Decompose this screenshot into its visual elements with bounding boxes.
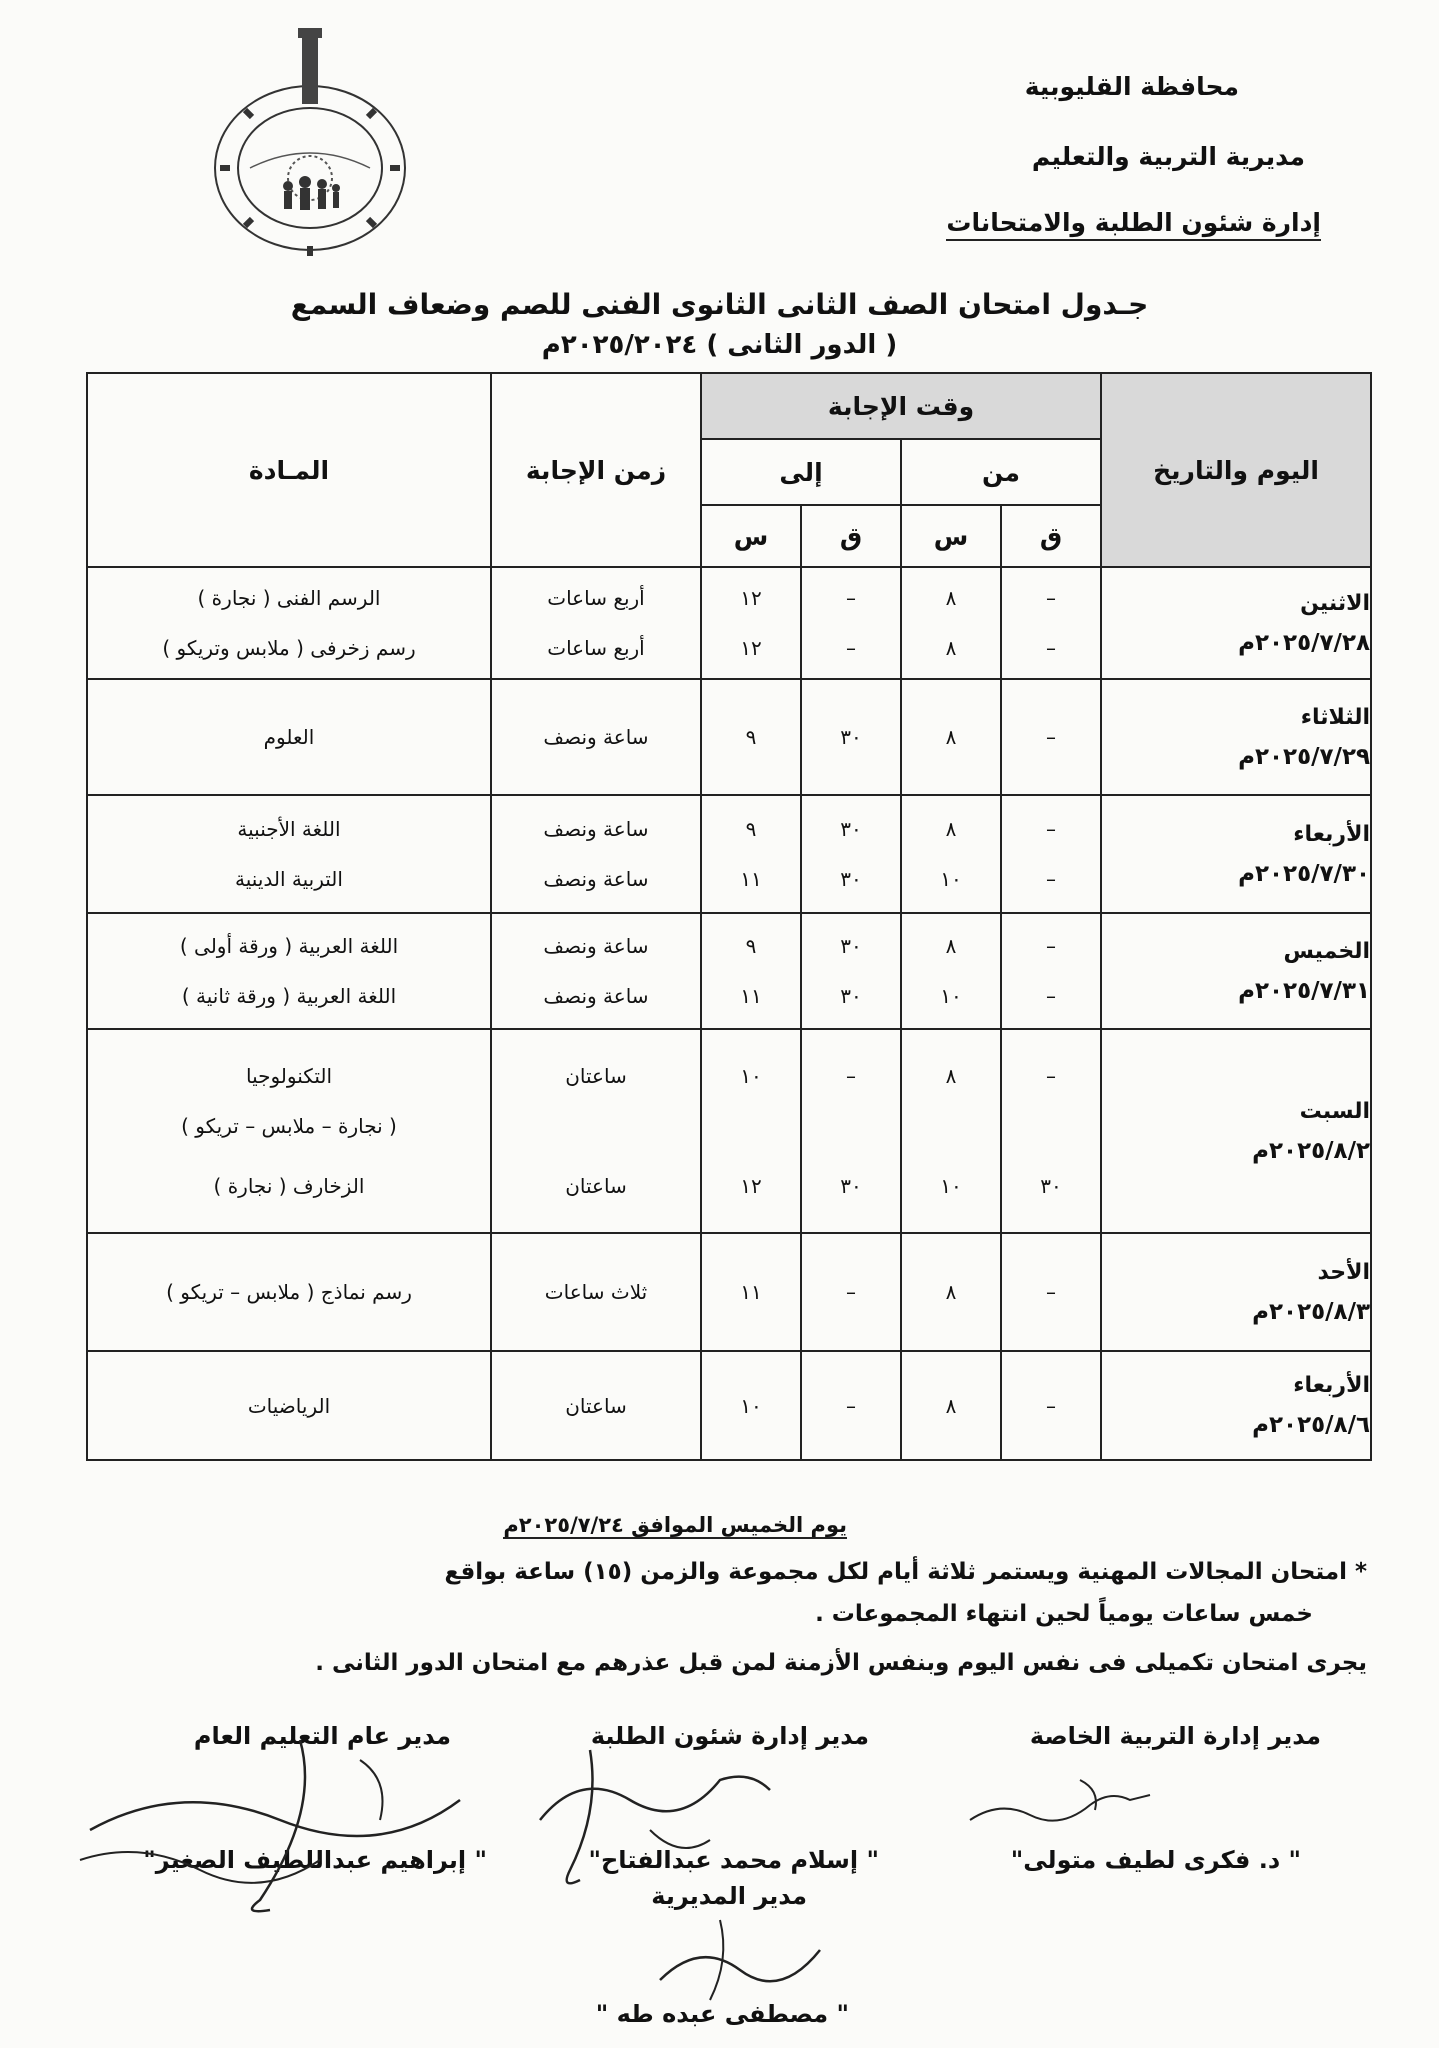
day-date: ٢٠٢٥/٨/٢م — [1252, 1137, 1371, 1164]
duration: ساعة ونصف — [543, 934, 649, 958]
day-date: ٢٠٢٥/٧/٣٠م — [1238, 860, 1371, 887]
day-name: الأحد — [1317, 1259, 1371, 1285]
subject: العلوم — [263, 725, 315, 749]
from-minute: – — [1046, 817, 1057, 841]
from-minute: – — [1046, 867, 1057, 891]
sig-directorate-name: " مصطفى عبده طه " — [595, 2000, 849, 2028]
schedule-title: جـدول امتحان الصف الثانى الثانوى الفنى للصم وضعاف السمع — [290, 288, 1149, 321]
directorate-label: مديرية التربية والتعليم — [1031, 142, 1305, 171]
duration: ساعتان — [565, 1064, 627, 1088]
subject: الرياضيات — [247, 1393, 331, 1418]
duration: ساعة ونصف — [543, 984, 649, 1008]
to-minute: ٣٠ — [840, 934, 862, 958]
to-hour: ١٠ — [740, 1064, 762, 1088]
governorate-label: محافظة القليوبية — [1024, 72, 1239, 101]
to-hour: ١١ — [740, 984, 762, 1008]
duration: أربع ساعات — [547, 586, 645, 610]
subject: رسم زخرفى ( ملابس وتريكو ) — [162, 636, 416, 660]
note-line-3: يجرى امتحان تكميلى فى نفس اليوم وبنفس الأزمنة لمن قبل عذرهم مع امتحان الدور الثانى . — [315, 1650, 1367, 1676]
to-minute: ٣٠ — [840, 1174, 862, 1198]
from-hour: ٨ — [945, 817, 957, 841]
duration: ساعة ونصف — [543, 725, 649, 749]
exam-schedule-table — [86, 372, 1372, 1461]
from-minute: ٣٠ — [1040, 1174, 1062, 1198]
from-minute: – — [1046, 725, 1057, 749]
subject: التكنولوجيا — [245, 1064, 332, 1088]
to-hour: ٩ — [745, 725, 757, 749]
table-row — [87, 913, 1371, 1029]
day-name: الأربعاء — [1293, 1373, 1371, 1398]
table-row — [87, 1351, 1371, 1460]
subject: التربية الدينية — [235, 867, 343, 891]
from-hour: ١٠ — [940, 867, 962, 891]
seal-emblem-icon — [210, 28, 410, 258]
day-name: الخميس — [1283, 938, 1371, 964]
to-hour: ١٢ — [740, 636, 762, 660]
from-minute: – — [1046, 984, 1057, 1008]
subject: اللغة العربية ( ورقة ثانية ) — [181, 984, 397, 1008]
from-hour: ٨ — [945, 1064, 957, 1088]
duration: ساعة ونصف — [543, 867, 649, 891]
sig-general-name: " إبراهيم عبداللطيف الصغير" — [143, 1846, 487, 1874]
day-name: السبت — [1299, 1098, 1371, 1124]
to-minute: – — [846, 636, 857, 660]
from-hour: ٨ — [945, 1280, 957, 1304]
day-name: الثلاثاء — [1300, 704, 1371, 730]
to-minute: ٣٠ — [840, 817, 862, 841]
from-hour: ٨ — [945, 586, 957, 610]
signature-scribble-icon — [640, 1900, 840, 2010]
from-minute: – — [1046, 1280, 1057, 1304]
to-minute: ٣٠ — [840, 867, 862, 891]
schedule-subtitle: ( الدور الثانى ) ٢٠٢٥/٢٠٢٤م — [541, 330, 898, 360]
day-date: ٢٠٢٥/٨/٦م — [1252, 1412, 1371, 1438]
to-hour: ١٠ — [740, 1393, 762, 1418]
duration: أربع ساعات — [547, 636, 645, 660]
subject: اللغة الأجنبية — [237, 817, 341, 841]
from-hour: ٨ — [945, 934, 957, 958]
to-hour: ٩ — [745, 817, 757, 841]
table-row — [87, 567, 1371, 679]
to-hour: ١١ — [740, 867, 762, 891]
header-day-date: اليوم والتاريخ — [1101, 373, 1371, 567]
to-minute: – — [846, 1280, 857, 1304]
signature-scribble-icon — [960, 1760, 1160, 1840]
table-row — [87, 1233, 1371, 1351]
to-hour: ١١ — [740, 1280, 762, 1304]
header-from-hour: س — [901, 505, 1001, 567]
subject: اللغة العربية ( ورقة أولى ) — [179, 934, 399, 958]
to-hour: ١٢ — [740, 586, 762, 610]
header-subject: المـادة — [87, 373, 491, 567]
sig-affairs-name: " إسلام محمد عبدالفتاح" — [588, 1846, 879, 1874]
subject: الرسم الفنى ( نجارة ) — [197, 586, 381, 610]
subject: رسم نماذج ( ملابس – تريكو ) — [166, 1280, 412, 1304]
duration: ثلاث ساعات — [544, 1280, 648, 1304]
sig-affairs-title: مدير إدارة شئون الطلبة — [590, 1722, 869, 1750]
day-date: ٢٠٢٥/٧/٢٨م — [1238, 629, 1371, 656]
subject-detail: ( نجارة – ملابس – تريكو ) — [181, 1114, 397, 1138]
from-minute: – — [1046, 636, 1057, 660]
day-date: ٢٠٢٥/٧/٣١م — [1238, 977, 1371, 1004]
header-to-minute: ق — [801, 505, 901, 567]
header-from-minute: ق — [1001, 505, 1101, 567]
note-line-1: * امتحان المجالات المهنية ويستمر ثلاثة أيام لكل مجموعة والزمن (١٥) ساعة بواقع — [444, 1559, 1367, 1585]
header-from: من — [901, 439, 1101, 505]
day-date: ٢٠٢٥/٧/٢٩م — [1238, 743, 1371, 770]
from-minute: – — [1046, 1064, 1057, 1088]
to-minute: – — [846, 586, 857, 610]
signature-scribble-icon — [520, 1730, 790, 1900]
directorate-seal-logo — [210, 28, 410, 258]
sig-special-ed-name: " د. فكرى لطيف متولى" — [1010, 1846, 1301, 1874]
to-hour: ٩ — [745, 934, 757, 958]
to-hour: ١٢ — [740, 1174, 762, 1198]
from-hour: ٨ — [945, 636, 957, 660]
from-hour: ٨ — [945, 1393, 957, 1418]
duration: ساعة ونصف — [543, 817, 649, 841]
from-hour: ٨ — [945, 725, 957, 749]
table-row — [87, 679, 1371, 795]
sig-special-ed-title: مدير إدارة التربية الخاصة — [1029, 1722, 1321, 1750]
table-row — [87, 795, 1371, 913]
header-to: إلى — [701, 439, 901, 505]
duration: ساعتان — [565, 1393, 627, 1418]
sig-directorate-title: مدير المديرية — [651, 1882, 807, 1910]
day-name: الاثنين — [1300, 590, 1371, 616]
to-minute: ٣٠ — [840, 984, 862, 1008]
sig-general-title: مدير عام التعليم العام — [193, 1722, 451, 1750]
from-hour: ١٠ — [940, 984, 962, 1008]
from-minute: – — [1046, 586, 1057, 610]
header-to-hour: س — [701, 505, 801, 567]
day-name: الأربعاء — [1293, 821, 1371, 847]
table-row — [87, 1029, 1371, 1233]
note-date-line: يوم الخميس الموافق ٢٠٢٥/٧/٢٤م — [503, 1513, 847, 1537]
to-minute: ٣٠ — [840, 725, 862, 749]
department-label: إدارة شئون الطلبة والامتحانات — [946, 208, 1321, 241]
from-minute: – — [1046, 934, 1057, 958]
to-minute: – — [846, 1393, 857, 1418]
from-minute: – — [1046, 1393, 1057, 1418]
duration: ساعتان — [565, 1174, 627, 1198]
day-date: ٢٠٢٥/٨/٣م — [1252, 1298, 1371, 1325]
from-hour: ١٠ — [940, 1174, 962, 1198]
header-duration: زمن الإجابة — [491, 373, 701, 567]
signature-scribble-icon — [60, 1720, 490, 1920]
subject: الزخارف ( نجارة ) — [213, 1174, 365, 1198]
header-answer-time: وقت الإجابة — [701, 373, 1101, 439]
note-line-2: خمس ساعات يومياً لحين انتهاء المجموعات . — [815, 1601, 1313, 1627]
to-minute: – — [846, 1064, 857, 1088]
